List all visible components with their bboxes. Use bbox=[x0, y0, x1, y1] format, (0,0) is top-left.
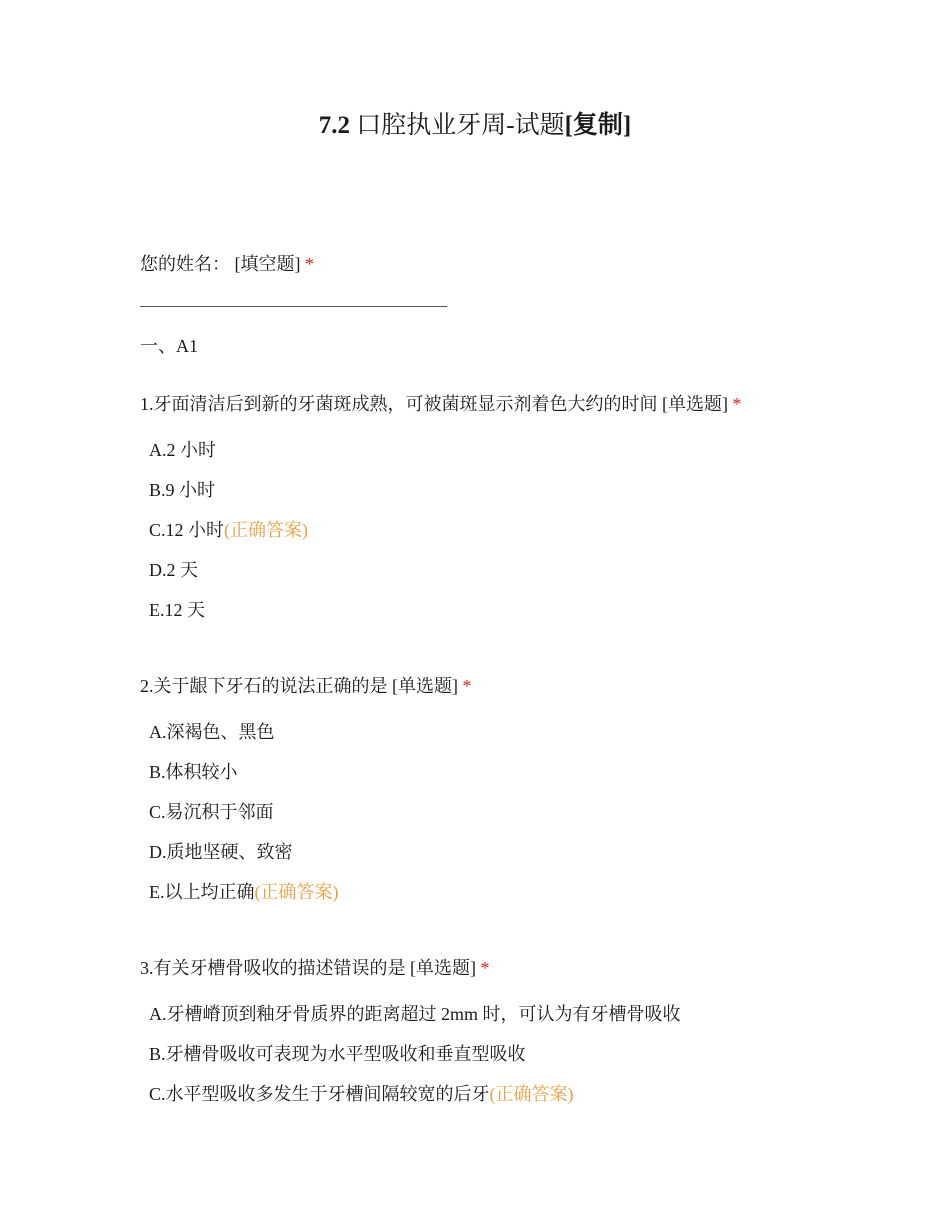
question-text: 1.牙面清洁后到新的牙菌斑成熟，可被菌斑显示剂着色大约的时间 bbox=[140, 394, 658, 414]
option-item[interactable] bbox=[149, 760, 238, 784]
title-main: 口腔执业牙周-试题 bbox=[350, 112, 565, 139]
correct-answer-marker: (正确答案) bbox=[489, 1084, 574, 1104]
question-type-tag: [单选题] bbox=[387, 676, 458, 696]
option-label: C.水平型吸收多发生于牙槽间隔较宽的后牙 bbox=[149, 1084, 490, 1104]
option-item[interactable] bbox=[149, 800, 274, 824]
required-mark: * bbox=[476, 958, 490, 978]
option-label: A.深褐色、黑色 bbox=[149, 722, 275, 742]
option-label: B.9 小时 bbox=[149, 480, 216, 500]
question-type-tag: [单选题] bbox=[657, 394, 728, 414]
question-3 bbox=[140, 956, 490, 980]
option-label: C.易沉积于邻面 bbox=[149, 802, 274, 822]
option-label: E.以上均正确 bbox=[149, 882, 255, 902]
question-text: 3.有关牙槽骨吸收的描述错误的是 bbox=[140, 958, 406, 978]
option-item[interactable] bbox=[149, 438, 216, 462]
title-prefix: 7.2 bbox=[318, 112, 350, 139]
option-item[interactable] bbox=[149, 478, 215, 502]
question-1 bbox=[140, 392, 742, 416]
required-mark: * bbox=[728, 394, 742, 414]
option-label: B.体积较小 bbox=[149, 762, 238, 782]
question-text: 2.关于龈下牙石的说法正确的是 bbox=[140, 676, 388, 696]
section-title: 一、A1 bbox=[140, 336, 198, 356]
option-item[interactable] bbox=[149, 598, 205, 622]
question-type-tag: [单选题] bbox=[405, 958, 476, 978]
name-question bbox=[140, 252, 314, 276]
correct-answer-marker: (正确答案) bbox=[224, 520, 309, 540]
option-label: A.牙槽嵴顶到釉牙骨质界的距离超过 2mm 时，可认为有牙槽骨吸收 bbox=[149, 1004, 681, 1024]
question-2 bbox=[140, 674, 472, 698]
option-item[interactable] bbox=[149, 558, 198, 582]
option-item[interactable] bbox=[149, 720, 275, 744]
option-label: B.牙槽骨吸收可表现为水平型吸收和垂直型吸收 bbox=[149, 1044, 526, 1064]
option-label: D.2 天 bbox=[149, 560, 198, 580]
required-mark: * bbox=[458, 676, 472, 696]
correct-answer-marker: (正确答案) bbox=[254, 882, 339, 902]
option-label: C.12 小时 bbox=[149, 520, 225, 540]
option-item[interactable] bbox=[149, 1042, 526, 1066]
name-type-tag: [填空题] bbox=[230, 254, 301, 274]
title-suffix: [复制] bbox=[564, 112, 632, 139]
option-item[interactable] bbox=[149, 1002, 681, 1026]
option-label: D.质地坚硬、致密 bbox=[149, 842, 293, 862]
option-item[interactable] bbox=[149, 840, 293, 864]
option-item[interactable] bbox=[149, 518, 308, 542]
option-item[interactable] bbox=[149, 1082, 574, 1106]
page-title bbox=[0, 110, 950, 142]
option-label: A.2 小时 bbox=[149, 440, 216, 460]
name-label: 您的姓名： bbox=[140, 254, 230, 274]
option-label: E.12 天 bbox=[149, 600, 205, 620]
required-mark: * bbox=[300, 254, 314, 274]
option-item[interactable] bbox=[149, 880, 339, 904]
name-input-line[interactable] bbox=[140, 306, 447, 307]
